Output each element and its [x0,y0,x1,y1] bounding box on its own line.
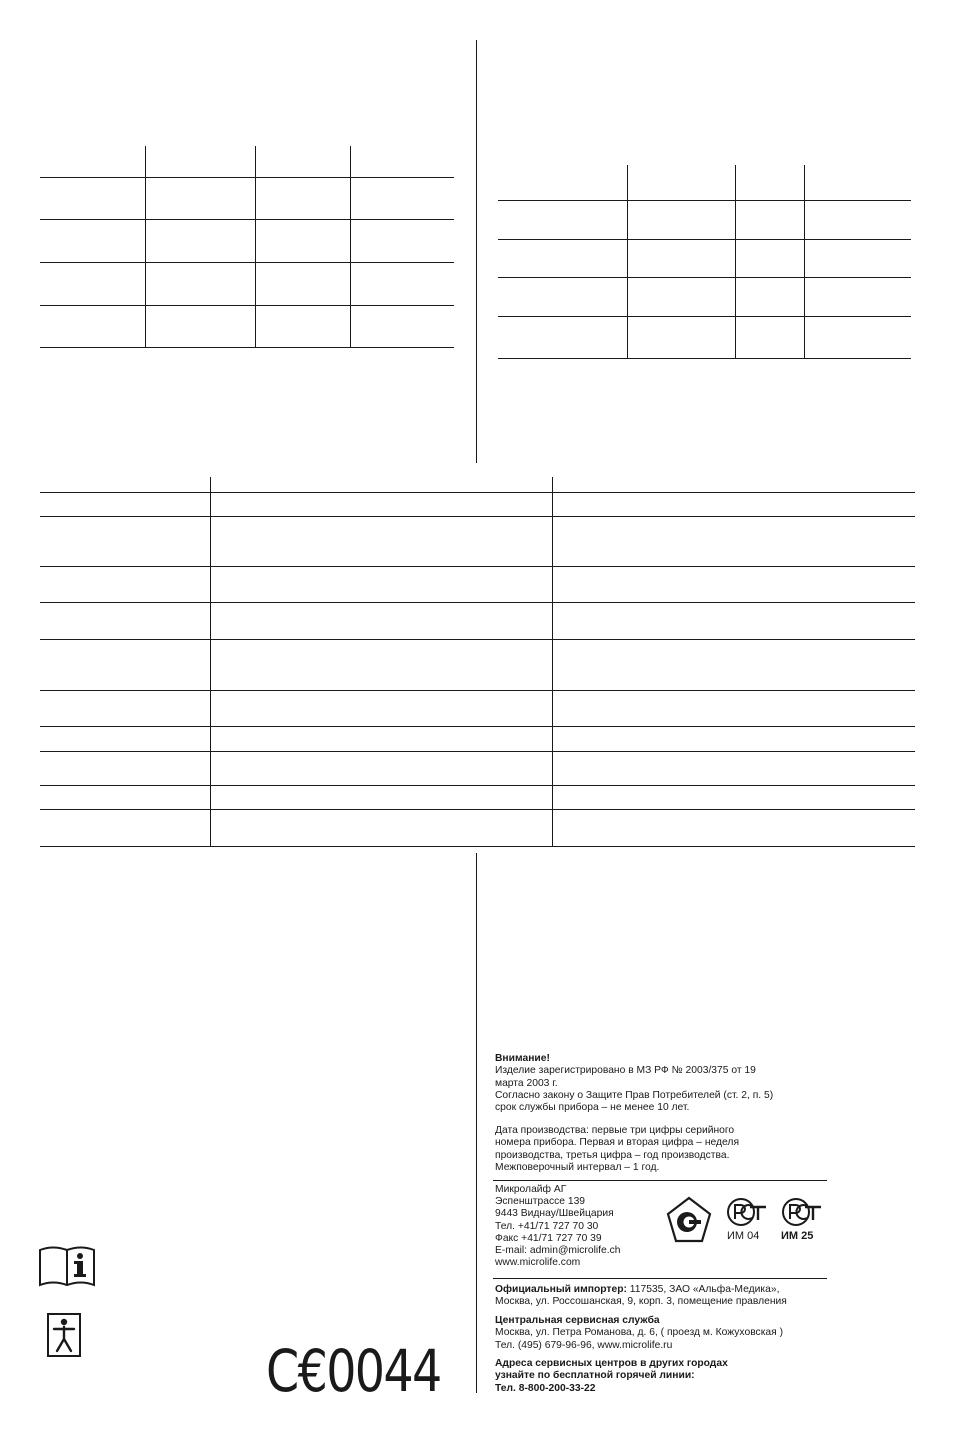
importer-line2: Москва, ул. Россошанская, 9, корп. 3, помещение правления [495,1296,787,1308]
manufacturer-address [495,1184,665,1269]
notice-line: Изделие зарегистрировано в МЗ РФ № 2003/375 от 19 [495,1065,756,1077]
gost-pentagon-mark-icon [666,1196,712,1244]
separator [493,1278,827,1279]
other-centers-line3: Тел. 8-800-200-33-22 [495,1382,596,1394]
notice-block [495,1053,835,1114]
service-line1: Москва, ул. Петра Романова, д. 6, ( проезд м. Кожуховская ) [495,1327,784,1339]
rst-cert-mark-icon [781,1197,825,1227]
production-info [495,1125,835,1174]
type-bf-applied-part-icon [47,1313,81,1357]
ce-mark: C€0044 [266,1337,441,1405]
service-title: Центральная сервисная служба [495,1315,660,1326]
notice-line: марта 2003 г. [495,1077,558,1089]
production-line: Дата производства: первые три цифры серийного [495,1125,735,1136]
notice-line: Согласно закону о Защите Прав Потребителей (ст. 2, п. 5) [495,1089,774,1101]
address-line: Факс +41/71 727 70 39 [495,1232,602,1244]
importer-block [495,1284,855,1309]
address-line: Микролайф АГ [495,1184,567,1195]
importer-text: 117535, ЗАО «Альфа-Медика», [626,1284,780,1295]
other-centers-block [495,1358,855,1395]
production-line: Межповерочный интервал – 1 год. [495,1161,660,1173]
column-divider-bottom [476,853,477,1393]
address-line: 9443 Виднау/Швейцария [495,1208,614,1220]
consult-instructions-icon [38,1245,96,1287]
notice-title: Внимание! [495,1053,550,1064]
address-line: E-mail: admin@microlife.ch [495,1245,621,1257]
column-divider-top [476,40,477,463]
other-centers-line1: Адреса сервисных центров в других городах [495,1358,728,1369]
notice-line: срок службы прибора – не менее 10 лет. [495,1102,690,1114]
rst-cert-mark-icon [726,1197,770,1227]
cert-label-im04: ИМ 04 [727,1230,760,1242]
other-centers-line2: узнайте по бесплатной горячей линии: [495,1370,695,1382]
cert-label-im25: ИМ 25 [781,1230,814,1242]
service-block [495,1315,855,1352]
production-line: номера прибора. Первая и вторая цифра – неделя [495,1137,740,1149]
separator [493,1180,827,1181]
address-line: Тел. +41/71 727 70 30 [495,1220,599,1232]
address-line: Эспенштрассе 139 [495,1196,586,1208]
importer-label: Официальный импортер: [495,1284,627,1295]
service-line2: Тел. (495) 679-96-96, www.microlife.ru [495,1339,673,1351]
address-line: www.microlife.com [495,1257,581,1269]
production-line: производства, третья цифра – год производства. [495,1149,730,1161]
